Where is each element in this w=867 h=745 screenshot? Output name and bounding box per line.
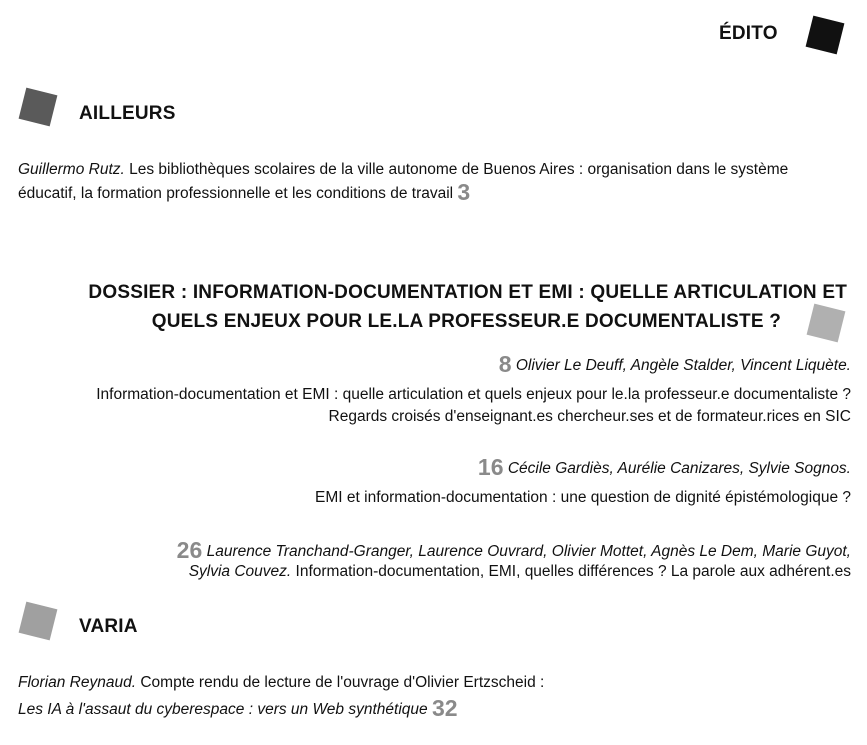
varia-book-title: Les IA à l'assaut du cyberespace : vers un Web synthétique bbox=[18, 701, 428, 718]
ailleurs-title-part2: éducatif, la formation professionnelle et les conditions de travail bbox=[18, 185, 454, 202]
article-16-page-number: 16 bbox=[477, 454, 504, 480]
article-26-title-line bbox=[11, 561, 851, 583]
varia-article-line1 bbox=[18, 672, 544, 694]
article-16-authors: Cécile Gardiès, Aurélie Canizares, Sylvie Sognos. bbox=[507, 460, 851, 477]
article-8-page-number: 8 bbox=[498, 351, 512, 377]
article-26-page-number: 26 bbox=[176, 537, 203, 563]
article-8-header bbox=[51, 353, 851, 377]
article-8-title-line2: Regards croisés d'enseignant.es chercheur.ses et de formateur.rices en SIC bbox=[328, 408, 851, 425]
ailleurs-title-part1: Les bibliothèques scolaires de la ville autonome de Buenos Aires : organisation dans le système bbox=[124, 161, 789, 178]
varia-title-part1: Compte rendu de lecture de l'ouvrage d'Olivier Ertzscheid : bbox=[136, 674, 545, 691]
varia-article-line2 bbox=[18, 697, 458, 721]
ailleurs-page-number: 3 bbox=[457, 179, 471, 205]
article-26-title: Information-documentation, EMI, quelles différences ? La parole aux adhérent.es bbox=[291, 563, 851, 580]
article-26-header bbox=[11, 539, 851, 563]
ailleurs-heading: AILLEURS bbox=[79, 103, 176, 124]
varia-author: Florian Reynaud. bbox=[18, 674, 137, 691]
article-26-authors-line2: Sylvia Couvez. bbox=[188, 563, 292, 580]
edito-square-icon bbox=[802, 12, 848, 58]
article-26-authors-line1: Laurence Tranchand-Granger, Laurence Ouvrard, Olivier Mottet, Agnès Le Dem, Marie Guyot, bbox=[206, 543, 851, 560]
ailleurs-square-icon bbox=[15, 84, 61, 130]
article-8-title-line1: Information-documentation et EMI : quelle articulation et quels enjeux pour le.la professeur.e documentaliste ? bbox=[96, 386, 851, 403]
article-16-header bbox=[51, 456, 851, 480]
varia-heading: VARIA bbox=[79, 616, 138, 637]
ailleurs-author: Guillermo Rutz. bbox=[18, 161, 125, 178]
varia-square-icon bbox=[15, 598, 61, 644]
dossier-heading-line2: QUELS ENJEUX POUR LE.LA PROFESSEUR.E DOCUMENTALISTE ? bbox=[151, 311, 781, 332]
ailleurs-article-line1 bbox=[18, 159, 788, 181]
article-16-title: EMI et information-documentation : une question de dignité épistémologique ? bbox=[315, 489, 851, 506]
dossier-heading-line1: DOSSIER : INFORMATION-DOCUMENTATION ET EMI : QUELLE ARTICULATION ET bbox=[88, 282, 847, 303]
dossier-square-icon bbox=[803, 300, 849, 346]
ailleurs-article-line2 bbox=[18, 181, 470, 205]
varia-page-number: 32 bbox=[431, 695, 458, 721]
article-8-authors: Olivier Le Deuff, Angèle Stalder, Vincent Liquète. bbox=[515, 357, 851, 374]
edito-heading: ÉDITO bbox=[719, 23, 778, 44]
